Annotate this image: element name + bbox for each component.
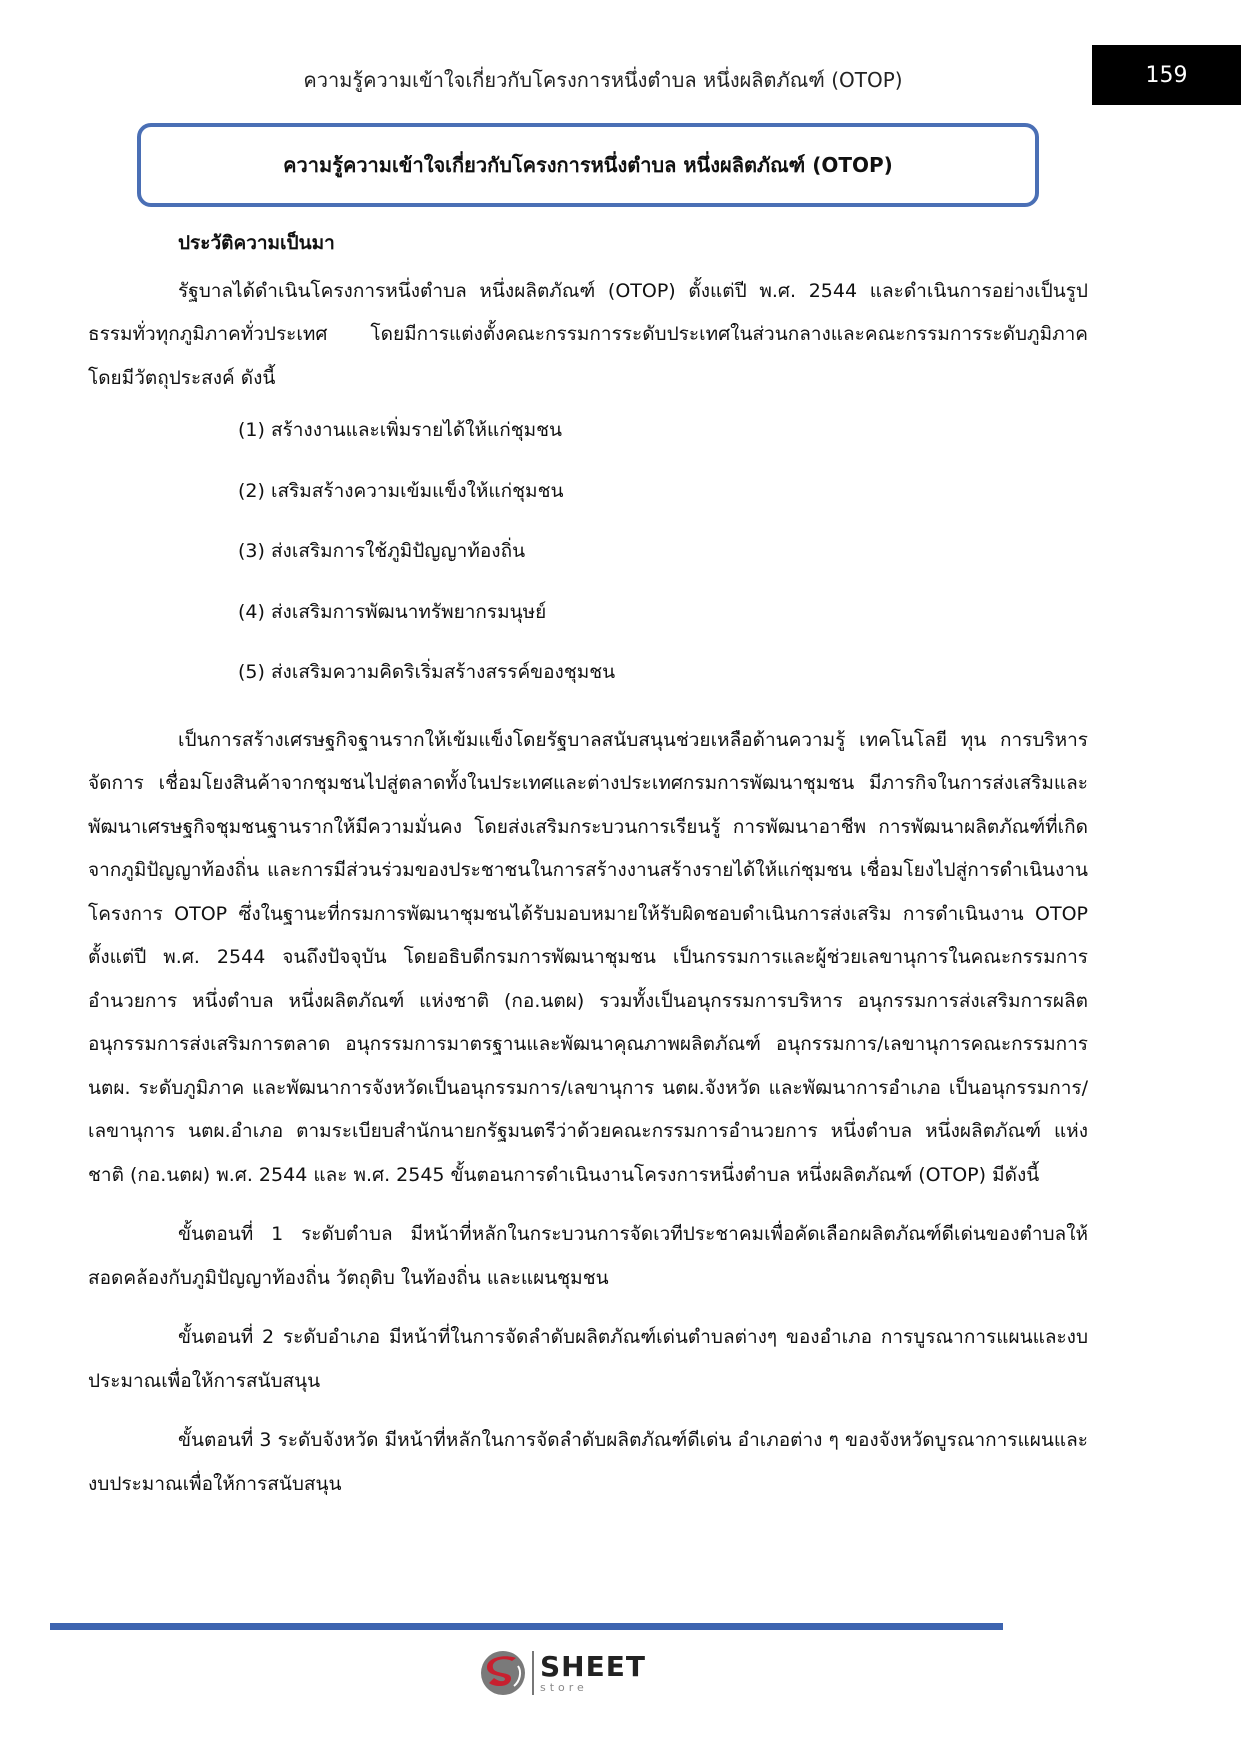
objective-item-3: (3) ส่งเสริมการใช้ภูมิปัญญาท้องถิ่น [238,540,526,562]
section-heading: ประวัติความเป็นมา [178,232,335,254]
logo-subtext: store [540,1681,588,1694]
document-body [88,222,1088,1506]
logo-divider [532,1651,534,1695]
sheet-store-logo-icon [478,1648,528,1698]
body-paragraph: เป็นการสร้างเศรษฐกิจฐานรากให้เข้มแข็งโดยรัฐบาลสนับสนุนช่วยเหลือด้านความรู้ เทคโนโลยี ทุน การบริหารจัดการ เชื่อมโยงสินค้าจากชุมชนไปสู่ตลาดทั้งในประเทศและต่างประเทศกรมการพัฒนาชุมชน มีภารกิจในการส่งเสริมและพัฒนาเศรษฐกิจชุมชนฐานรากให้มีความมั่นคง โดยส่งเสริมกระบวนการเรียนรู้ การพัฒนาอาชีพ การพัฒนาผลิตภัณฑ์ที่เกิดจากภูมิปัญญาท้องถิ่น และการมีส่วนร่วมของประชาชนในการสร้างงานสร้างรายได้ให้แก่ชุมชน เชื่อมโยงไปสู่การดำเนินงานโครงการ OTOP ซึ่งในฐานะที่กรมการพัฒนาชุมชนได้รับมอบหมายให้รับผิดชอบดำเนินการส่งเสริม การดำเนินงาน OTOP ตั้งแต่ปี พ.ศ. 2544 จนถึงปัจจุบัน โดยอธิบดีกรมการพัฒนาชุมชน เป็นกรรมการและผู้ช่วยเลขานุการในคณะกรรมการ อำนวยการ หนึ่งตำบล หนึ่งผลิตภัณฑ์ แห่งชาติ (กอ.นตผ) รวมทั้งเป็นอนุกรรมการบริหาร อนุกรรมการส่งเสริมการผลิต อนุกรรมการส่งเสริมการตลาด อนุกรรมการมาตรฐานและพัฒนาคุณภาพผลิตภัณฑ์ อนุกรรมการ/เลขานุการคณะกรรมการ นตผ. ระดับภูมิภาค และพัฒนาการจังหวัดเป็นอนุกรรมการ/เลขานุการ นตผ.จังหวัด และพัฒนาการอำเภอ เป็นอนุกรรมการ/เลขานุการ นตผ.อำเภอ ตามระเบียบสำนักนายกรัฐมนตรีว่าด้วยคณะกรรมการอำนวยการ หนึ่งตำบล หนึ่งผลิตภัณฑ์ แห่งชาติ (กอ.นตผ) พ.ศ. 2544 และ พ.ศ. 2545 ขั้นตอนการดำเนินงานโครงการหนึ่งตำบล หนึ่งผลิตภัณฑ์ (OTOP) มีดังนี้ [88,728,1088,1186]
footer-divider [50,1623,1003,1630]
page-number: 159 [1092,45,1241,105]
objective-item-5: (5) ส่งเสริมความคิดริเริ่มสร้างสรรค์ของชุมชน [238,661,616,683]
intro-paragraph: รัฐบาลได้ดำเนินโครงการหนึ่งตำบล หนึ่งผลิตภัณฑ์ (OTOP) ตั้งแต่ปี พ.ศ. 2544 และดำเนินการอย่างเป็นรูปธรรมทั่วทุกภูมิภาคทั่วประเทศ โดยมีการแต่งตั้งคณะกรรมการระดับประเทศในส่วนกลางและคณะกรรมการระดับภูมิภาค โดยมีวัตถุประสงค์ ดังนี้ [88,279,1088,389]
objective-item-1: (1) สร้างงานและเพิ่มรายได้ให้แก่ชุมชน [238,419,563,441]
objective-item-2: (2) เสริมสร้างความเข้มแข็งให้แก่ชุมชน [238,479,564,502]
objective-item-4: (4) ส่งเสริมการพัฒนาทรัพยากรมนุษย์ [238,600,547,623]
title-box [137,123,1039,207]
logo-word: SHEET [540,1650,646,1683]
step-paragraph-3: ขั้นตอนที่ 3 ระดับจังหวัด มีหน้าที่หลักในการจัดลำดับผลิตภัณฑ์ดีเด่น อำเภอต่าง ๆ ของจังหวัดบูรณาการแผนและงบประมาณเพื่อให้การสนับสนุน [88,1429,1088,1495]
page-title: ความรู้ความเข้าใจเกี่ยวกับโครงการหนึ่งตำบล หนึ่งผลิตภัณฑ์ (OTOP) [283,153,893,177]
running-header: ความรู้ความเข้าใจเกี่ยวกับโครงการหนึ่งตำบล หนึ่งผลิตภัณฑ์ (OTOP) [303,68,903,92]
step-paragraph-2: ขั้นตอนที่ 2 ระดับอำเภอ มีหน้าที่ในการจัดลำดับผลิตภัณฑ์เด่นตำบลต่างๆ ของอำเภอ การบูรณาการแผนและงบประมาณเพื่อให้การสนับสนุน [88,1326,1088,1392]
step-paragraph-1: ขั้นตอนที่ 1 ระดับตำบล มีหน้าที่หลักในกระบวนการจัดเวทีประชาคมเพื่อคัดเลือกผลิตภัณฑ์ดีเด่นของตำบลให้สอดคล้องกับภูมิปัญญาท้องถิ่น วัตถุดิบ ในท้องถิ่น และแผนชุมชน [88,1223,1088,1289]
sheet-store-logo [478,1647,646,1699]
